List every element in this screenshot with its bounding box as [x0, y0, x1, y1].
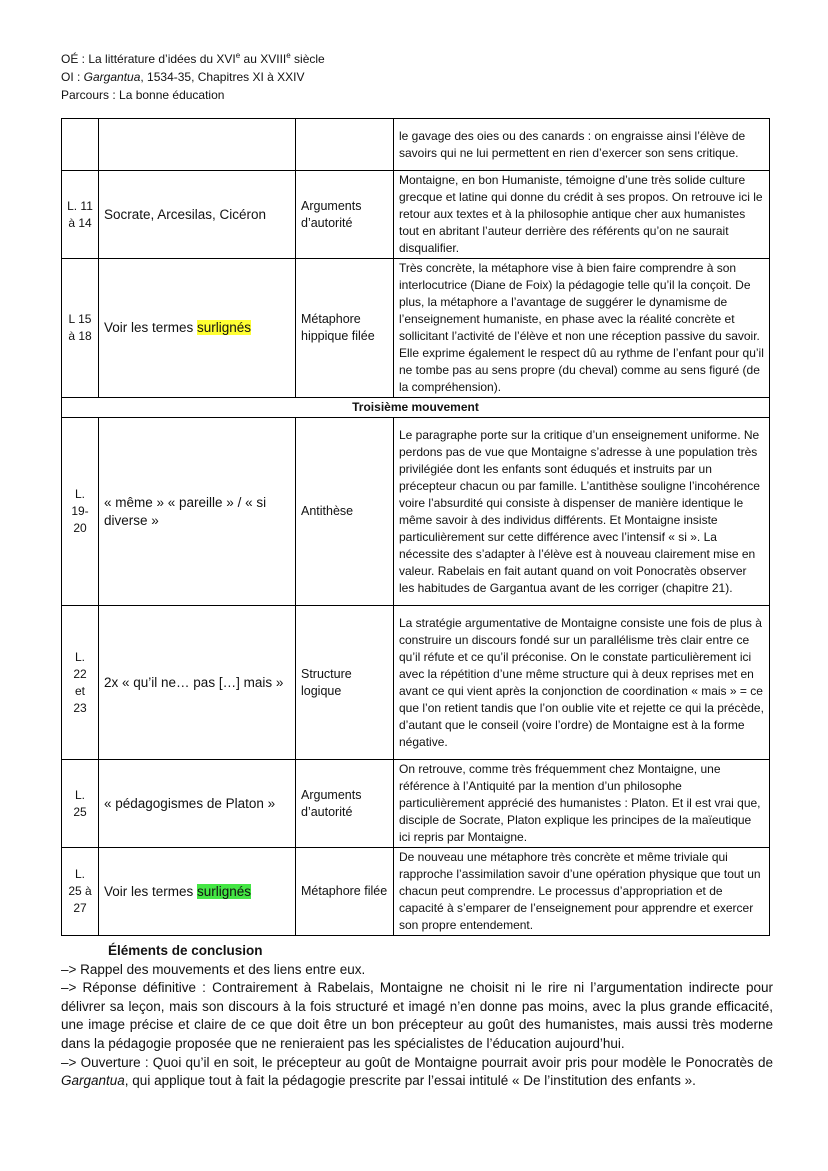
table-row	[62, 760, 770, 848]
quote-cell	[99, 119, 296, 171]
process-cell: Métaphore hippique filée	[296, 259, 394, 398]
comment-cell: Très concrète, la métaphore vise à bien faire comprendre à son interlocutrice (Diane de Foix) la pédagogie telle qu’il la conçoit. De plus, la métaphore a l’avantage de suggérer le dynamisme de l’enseignement humaniste, en phase avec la réalité concrète et sollicitant l’activité de l’élève et non une réception passive du savoir. Elle exprime également le respect dû au rythme de l’enfant pour qu’il ne tombe pas au sens propre (du cheval) comme au sens figuré (de la compréhension).	[394, 259, 770, 398]
line-ref-cell: L. 22 et 23	[62, 606, 99, 760]
process-cell: Arguments d’autorité	[296, 760, 394, 848]
conclusion-text: , qui applique tout à fait la pédagogie prescrite par l’essai intitulé « De l’institution des enfants ».	[124, 1073, 696, 1089]
comment-cell: De nouveau une métaphore très concrète et même triviale qui rapproche l’assimilation savoir d’une opération physique que tout un chacun peut comprendre. Le processus d’appropriation et de capacité à s’emparer de l’enseignement pour apprendre et exercer son propre entendement.	[394, 848, 770, 936]
process-cell	[296, 119, 394, 171]
conclusion-paragraph: –> Réponse définitive : Contrairement à Rabelais, Montaigne ne choisit ni le rire ni l’argumentation indirecte pour délivrer sa leçon, mais son discours à la fois structuré et imagé n’en donne pas moins, avec la plus grande efficacité, une image précise et claire de ce que doit être un bon précepteur au goût des humanistes, mais aussi très moderne dans la pédagogie proposée que ne renieraient pas les spécialistes de l’éducation aujourd’hui.	[61, 980, 773, 1051]
line-ref-cell: L. 19-20	[62, 418, 99, 606]
section-heading: Troisième mouvement	[62, 398, 770, 418]
quote-cell: « pédagogismes de Platon »	[99, 760, 296, 848]
table-row	[62, 848, 770, 936]
quote-cell	[99, 259, 296, 398]
header-line2-rest: , 1534-35, Chapitres XI à XXIV	[140, 70, 305, 84]
header-line2-label: OI :	[61, 70, 84, 84]
table-row	[62, 606, 770, 760]
comment-cell: Le paragraphe porte sur la critique d’un enseignement uniforme. Ne perdons pas de vue que Montaigne s’adresse à une population très privilégiée dont les enfants sont éduqués et instruits par un précepteur chacun ou par famille. L’antithèse souligne l’incohérence voire l’absurdité qui consiste à dispenser de manière identique le même savoir à des individus différents. Et Montaigne insiste particulièrement sur cette différence avec l’intensif « si ». La nécessite des s’adapter à l’élève est à nouveau clairement mise en valeur. Rabelais en fait autant quand on voit Ponocratès observer les habitudes de Gargantua avant de les corriger (chapitre 21).	[394, 418, 770, 606]
comment-cell: le gavage des oies ou des canards : on engraisse ainsi l’élève de savoirs qui ne lui permettent en rien d’exercer son sens critique.	[394, 119, 770, 171]
header-work	[61, 68, 325, 86]
table-row	[62, 259, 770, 398]
quote-cell: 2x « qu’il ne… pas […] mais »	[99, 606, 296, 760]
line-ref-cell	[62, 119, 99, 171]
conclusion-section	[61, 942, 773, 1091]
comment-cell: Montaigne, en bon Humaniste, témoigne d’une très solide culture grecque et latine qui donne du crédit à ses propos. On retrouve ici le retour aux textes et à la philosophie antique cher aux humanistes tout en abritant l’auteur derrière des référents qu’on ne saurait disqualifier.	[394, 171, 770, 259]
process-cell: Structure logique	[296, 606, 394, 760]
comment-cell: La stratégie argumentative de Montaigne consiste une fois de plus à construire un discours fondé sur un parallélisme très clair entre ce qu’il réfute et ce qu’il préconise. On le constate particulièrement ici avec la répétition d’une même structure qui à deux reprises met en avant ce qui vient après la conjonction de coordination « mais » = ce que l’on retient tandis que l’on oublie vite et rejette ce qui la précède, d’autant que le conseil (voire l’ordre) de Montaigne est à la forme négative.	[394, 606, 770, 760]
conclusion-paragraph: –> Rappel des mouvements et des liens entre eux.	[61, 961, 366, 977]
header-line1-mid: au XVIII	[240, 52, 287, 66]
conclusion-text: –> Ouverture : Quoi qu’il en soit, le précepteur au goût de Montaigne pourrait avoir pris pour modèle le Ponocratès de	[61, 1054, 773, 1070]
quote-cell: Socrate, Arcesilas, Cicéron	[99, 171, 296, 259]
header-course: Parcours : La bonne éducation	[61, 88, 225, 102]
highlighted-term: surlignés	[197, 883, 252, 899]
work-title: Gargantua	[61, 1073, 125, 1089]
header-sup: e	[286, 51, 291, 60]
process-cell: Antithèse	[296, 418, 394, 606]
header-line1-end: siècle	[290, 52, 325, 66]
table-row	[62, 418, 770, 606]
table-row	[62, 171, 770, 259]
analysis-table	[61, 118, 770, 936]
header-line1-text: OÉ : La littérature d’idées du XVI	[61, 52, 236, 66]
table-row	[62, 119, 770, 171]
line-ref-cell: L. 25	[62, 760, 99, 848]
header-object-of-study	[61, 50, 325, 68]
page-header	[61, 50, 325, 104]
process-cell: Arguments d’autorité	[296, 171, 394, 259]
section-row	[62, 398, 770, 418]
highlighted-term: surlignés	[197, 320, 252, 335]
header-sup: e	[235, 51, 241, 60]
quote-text: Voir les termes	[104, 320, 198, 335]
quote-cell	[99, 848, 296, 936]
conclusion-title: Éléments de conclusion	[108, 943, 263, 958]
comment-cell: On retrouve, comme très fréquemment chez Montaigne, une référence à l’Antiquité par la mention d’un philosophe particulièrement apprécié des humanistes : Platon. Et il est vrai que, disciple de Socrate, Platon explique les principes de la maïeutique ici repris par Montaigne.	[394, 760, 770, 848]
quote-text: Voir les termes	[104, 883, 198, 899]
quote-cell: « même » « pareille » / « si diverse »	[99, 418, 296, 606]
conclusion-paragraph	[61, 1054, 773, 1091]
line-ref-cell: L 15 à 18	[62, 259, 99, 398]
process-cell: Métaphore filée	[296, 848, 394, 936]
line-ref-cell: L. 11 à 14	[62, 171, 99, 259]
header-work-title: Gargantua	[83, 70, 141, 84]
line-ref-cell: L. 25 à 27	[62, 848, 99, 936]
